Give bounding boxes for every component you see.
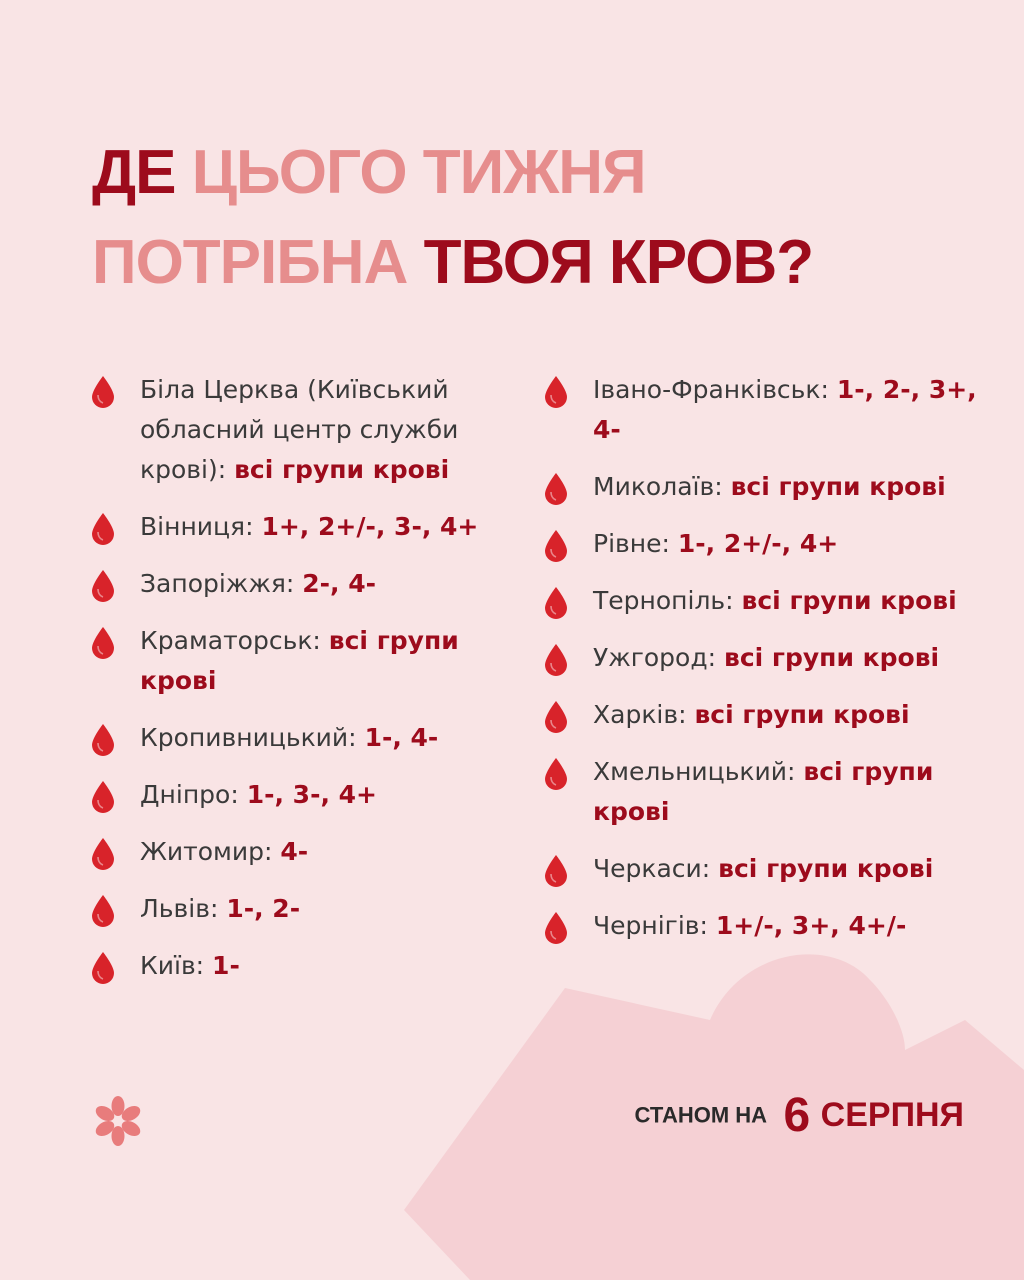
blood-drop-icon [543,529,569,563]
list-item [90,507,510,547]
blood-groups: всі групи крові [718,854,934,883]
list-item [543,638,983,678]
title-line2-light: ПОТРІБНА [92,228,408,297]
city-name: Біла Церква (Київський обласний центр служби крові): [140,375,459,484]
blood-groups: всі групи крові [694,700,910,729]
item-text [140,946,240,986]
blood-drop-icon [543,643,569,677]
footer-prefix: СТАНОМ НА [634,1102,768,1128]
flower-logo-icon [90,1093,146,1153]
city-name: Черкаси: [593,854,719,883]
city-name: Житомир: [140,837,281,866]
list-item [90,889,510,929]
blood-groups: 1+, 2+/-, 3-, 4+ [261,512,479,541]
city-name: Київ: [140,951,213,980]
item-text [593,752,983,832]
list-item [90,718,510,758]
blood-groups: всі групи крові [234,455,450,484]
blood-drop-icon [543,472,569,506]
title-line1-light: ЦЬОГО ТИЖНЯ [191,138,646,207]
city-name: Львів: [140,894,227,923]
city-name: Запоріжжя: [140,569,303,598]
item-text [593,524,838,564]
list-item [90,832,510,872]
city-name: Дніпро: [140,780,247,809]
list-item [543,849,983,889]
city-name: Чернігів: [593,911,716,940]
list-item [90,564,510,604]
blood-drop-icon [543,700,569,734]
title-line2-dark: ТВОЯ КРОВ? [423,228,814,297]
list-item [543,695,983,735]
blood-groups: всі групи крові [724,643,940,672]
item-text [140,889,300,929]
blood-groups: 1-, 4- [364,723,439,752]
city-name: Миколаїв: [593,472,731,501]
item-text [140,370,510,490]
blood-groups: 1-, 2+/-, 4+ [677,529,839,558]
item-text [140,718,438,758]
list-item [543,906,983,946]
item-text [593,638,939,678]
blood-groups: 1-, 2- [226,894,301,923]
list-item [543,467,983,507]
blood-drop-icon [90,512,116,546]
item-text [593,695,910,735]
city-name: Хмельницький: [593,757,804,786]
blood-drop-icon [90,951,116,985]
blood-groups: 1-, 3-, 4+ [246,780,377,809]
blood-drop-icon [543,854,569,888]
blood-drop-icon [90,375,116,409]
list-item [90,775,510,815]
item-text [140,507,478,547]
city-list-right [543,370,983,963]
item-text [593,370,983,450]
item-text [140,832,308,872]
city-name: Харків: [593,700,695,729]
city-name: Вінниця: [140,512,262,541]
footer-day: 6 [783,1089,811,1142]
item-text [593,581,957,621]
blood-groups: всі групи крові [593,757,934,826]
blood-groups: всі групи крові [741,586,957,615]
item-text [140,621,510,701]
blood-groups: 1- [212,951,240,980]
item-text [140,775,377,815]
page-title [92,128,813,308]
item-text [593,906,906,946]
title-line1-dark: ДЕ [92,138,176,207]
city-name: Тернопіль: [593,586,742,615]
blood-drop-icon [90,894,116,928]
list-item [543,581,983,621]
list-item [90,370,510,490]
list-item [543,752,983,832]
item-text [140,564,376,604]
blood-drop-icon [90,569,116,603]
blood-drop-icon [90,723,116,757]
item-text [593,467,946,507]
blood-groups: 1-, 2-, 3+, 4- [593,375,977,444]
footer-month: СЕРПНЯ [820,1096,964,1134]
item-text [593,849,933,889]
blood-drop-icon [543,757,569,791]
date-footer [635,1088,964,1143]
blood-drop-icon [90,626,116,660]
list-item [543,370,983,450]
blood-drop-icon [543,586,569,620]
blood-groups: 2-, 4- [302,569,377,598]
blood-drop-icon [543,911,569,945]
list-item [90,621,510,701]
blood-drop-icon [90,837,116,871]
list-item [543,524,983,564]
blood-groups: всі групи крові [140,626,459,695]
city-name: Кропивницький: [140,723,365,752]
city-name: Краматорськ: [140,626,329,655]
blood-drop-icon [543,375,569,409]
city-name: Івано-Франківськ: [593,375,837,404]
blood-groups: 4- [280,837,309,866]
city-name: Рівне: [593,529,678,558]
blood-groups: всі групи крові [730,472,946,501]
list-item [90,946,510,986]
blood-drop-icon [90,780,116,814]
blood-groups: 1+/-, 3+, 4+/- [715,911,907,940]
city-name: Ужгород: [593,643,725,672]
city-list-left [90,370,510,1003]
